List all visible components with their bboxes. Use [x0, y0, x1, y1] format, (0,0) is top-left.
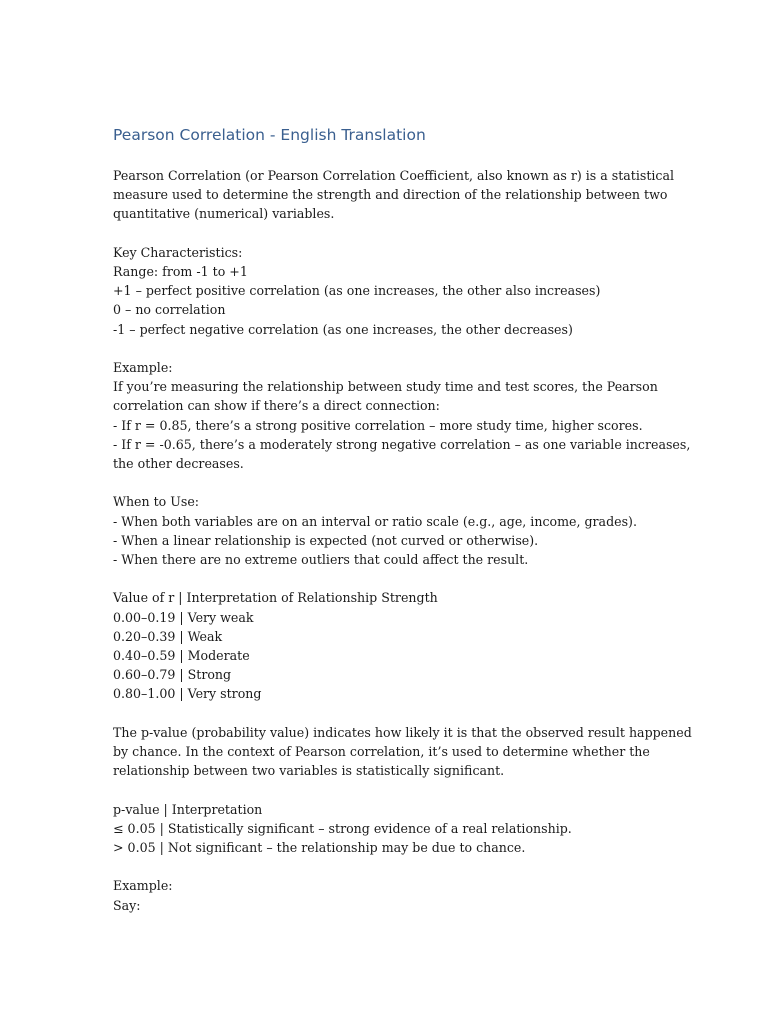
example-section	[113, 358, 691, 473]
text-line: 0 – no correlation	[113, 302, 226, 318]
text-line: - When a linear relationship is expected (not curved or otherwise).	[113, 532, 539, 548]
text-line: - When there are no extreme outliers that could affect the result.	[113, 552, 529, 568]
intro-paragraph	[113, 166, 675, 224]
text-line: quantitative (numerical) variables.	[113, 206, 335, 222]
table-row: 0.80–1.00 | Very strong	[113, 686, 262, 702]
text-line: If you’re measuring the relationship between study time and test scores, the Pearson	[113, 379, 658, 395]
text-line: The p-value (probability value) indicates how likely it is that the observed result happened	[113, 724, 692, 740]
table-header: p-value | Interpretation	[113, 801, 263, 817]
text-line: by chance. In the context of Pearson correlation, it’s used to determine whether the	[113, 744, 650, 760]
table-row: 0.60–0.79 | Strong	[113, 667, 232, 683]
table-row: 0.20–0.39 | Weak	[113, 628, 223, 644]
section-heading: When to Use:	[113, 494, 200, 510]
p-value-table	[113, 800, 653, 858]
text-line: Range: from -1 to +1	[113, 264, 248, 279]
text-line: - If r = -0.65, there’s a moderately strong negative correlation – as one variable increases,	[113, 436, 691, 452]
text-line: Say:	[113, 897, 141, 913]
table-row: > 0.05 | Not significant – the relationship may be due to chance.	[113, 840, 526, 856]
section-heading: Example:	[113, 878, 173, 894]
text-line: -1 – perfect negative correlation (as one increases, the other decreases)	[113, 321, 573, 337]
text-line: correlation can show if there’s a direct connection:	[113, 398, 440, 414]
table-header: Value of r | Interpretation of Relationship Strength	[113, 590, 438, 606]
text-line: relationship between two variables is statistically significant.	[113, 763, 505, 779]
document-title: Pearson Correlation - English Translation	[113, 126, 426, 144]
key-characteristics-section	[113, 243, 653, 339]
text-line: measure used to determine the strength and direction of the relationship between two	[113, 187, 668, 203]
closing-example-section	[113, 876, 653, 914]
p-value-paragraph	[113, 723, 692, 781]
section-heading: Key Characteristics:	[113, 244, 243, 260]
text-line: the other decreases.	[113, 456, 244, 472]
text-line: - When both variables are on an interval or ratio scale (e.g., age, income, grades).	[113, 513, 637, 529]
text-line: +1 – perfect positive correlation (as one increases, the other also increases)	[113, 283, 601, 299]
table-row: 0.00–0.19 | Very weak	[113, 609, 254, 625]
strength-table	[113, 588, 653, 703]
document-page	[113, 124, 692, 934]
table-row: ≤ 0.05 | Statistically significant – strong evidence of a real relationship.	[113, 820, 572, 836]
section-heading: Example:	[113, 360, 173, 375]
text-line: Pearson Correlation (or Pearson Correlation Coefficient, also known as r) is a statistical	[113, 168, 675, 183]
when-to-use-section	[113, 492, 653, 569]
table-row: 0.40–0.59 | Moderate	[113, 648, 250, 664]
text-line: - If r = 0.85, there’s a strong positive correlation – more study time, higher scores.	[113, 417, 643, 433]
